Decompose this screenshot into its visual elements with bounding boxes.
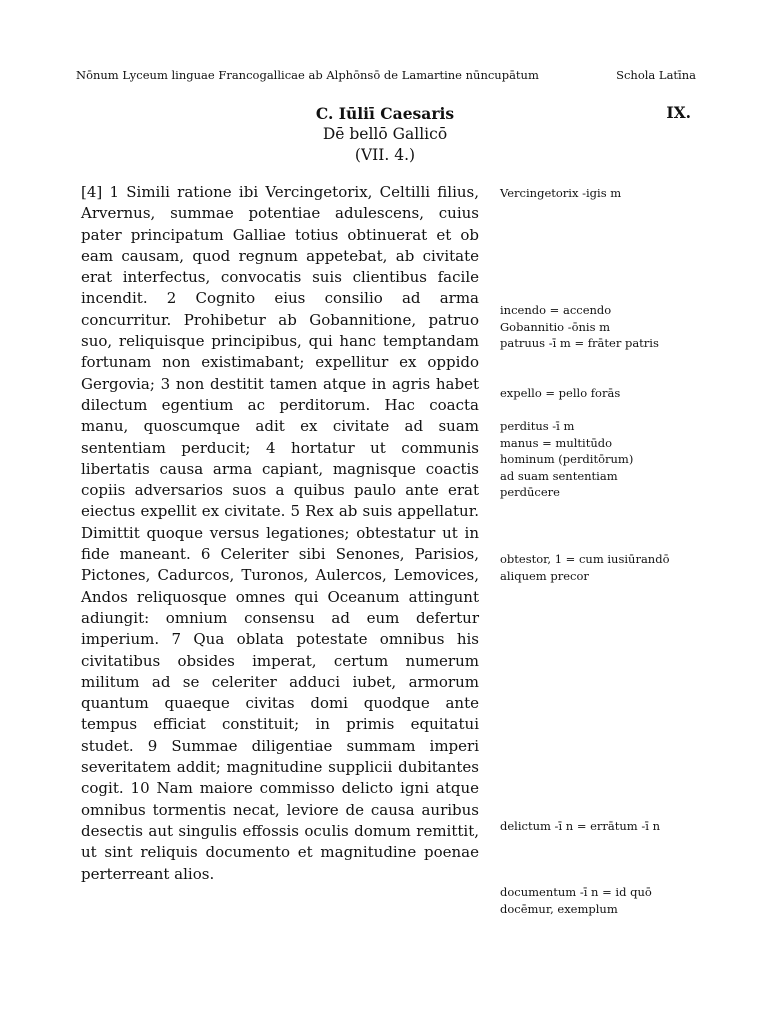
- gloss-line: Gobannitio -ōnis m: [500, 319, 611, 334]
- gloss-line: obtestor, 1 = cum iusiūrandō: [500, 552, 670, 566]
- gloss-line: perdūcere: [500, 485, 560, 500]
- gloss-line: patruus -ī m = frāter patris: [500, 336, 659, 351]
- author-title: C. Iūliī Caesaris: [315, 104, 455, 123]
- gloss-line: documentum -ī n = id quō: [500, 885, 652, 899]
- chapter-number: IX.: [666, 103, 691, 122]
- gloss-line: delictum -ī n = errātum -ī n: [500, 819, 660, 833]
- gloss-line: docēmur, exemplum: [500, 901, 618, 916]
- subject-header: Schola Latīna: [616, 68, 696, 82]
- work-title: Dē bellō Gallicō: [322, 125, 448, 143]
- gloss-line: aliquem precor: [500, 568, 589, 583]
- gloss-line: expello = pello forās: [500, 386, 621, 400]
- gloss-line: ad suam sententiam: [500, 468, 618, 483]
- gloss-line: incendo = accendo: [500, 303, 612, 317]
- gloss-line: perditus -ī m: [500, 419, 575, 433]
- gloss-line: Vercingetorix -igis m: [500, 186, 622, 200]
- gloss-line: manus = multitūdo: [500, 435, 613, 450]
- school-header: Nōnum Lyceum linguae Francogallicae ab Alphōnsō de Lamartine nūncupātum: [76, 68, 539, 82]
- passage-reference: (VII. 4.): [354, 146, 416, 164]
- latin-passage: [4] 1 Simili ratione ibi Vercingetorix, Celtilli filius, Arvernus, summae potentiae adulescens, cuius pater principatum Galliae totius obtinuerat et ob eam causam, quod regnum appetebat, ab civitate erat interfectus, convocatis suis clientibus facile incendit. 2 Cognito eius consilio ad arma concurritur. Prohibetur ab Gobannitione, patruo suo, reliquisque principibus, qui hanc temptandam fortunam non existimabant; expellitur ex oppido Gergovia; 3 non destitit tamen atque in agris habet dilectum egentium ac perditorum. Hac coacta manu, quoscumque adit ex civitate ad suam sententiam perducit; 4 hortatur ut communis libertatis causa arma capiant, magnisque coactis copiis adversarios suos a quibus paulo ante erat eiectus expellit ex civitate. 5 Rex ab suis appellatur. Dimittit quoque versus legationes; obtestatur ut in fide maneant. 6 Celeriter sibi Senones, Parisios, Pictones, Cadurcos, Turonos, Aulercos, Lemovices, Andos reliquosque omnes qui Oceanum attingunt adiungit: omnium consensu ad eum defertur imperium. 7 Qua oblata potestate omnibus his civitatibus obsides imperat, certum numerum militum ad se celeriter adduci iubet, armorum quantum quaeque civitas domi quodque ante tempus efficiat constituit; in primis equitatui studet. 9 Summae diligentiae summam imperi severitatem addit; magnitudine supplicii dubitantes cogit. 10 Nam maiore commisso delicto igni atque omnibus tormentis necat, leviore de causa auribus desectis aut singulis effossis oculis domum remittit, ut sint reliquis documento et magnitudine poenae perterreant alios.: [81, 183, 479, 883]
- title-block: [230, 103, 540, 166]
- gloss-line: hominum (perditōrum): [500, 452, 634, 467]
